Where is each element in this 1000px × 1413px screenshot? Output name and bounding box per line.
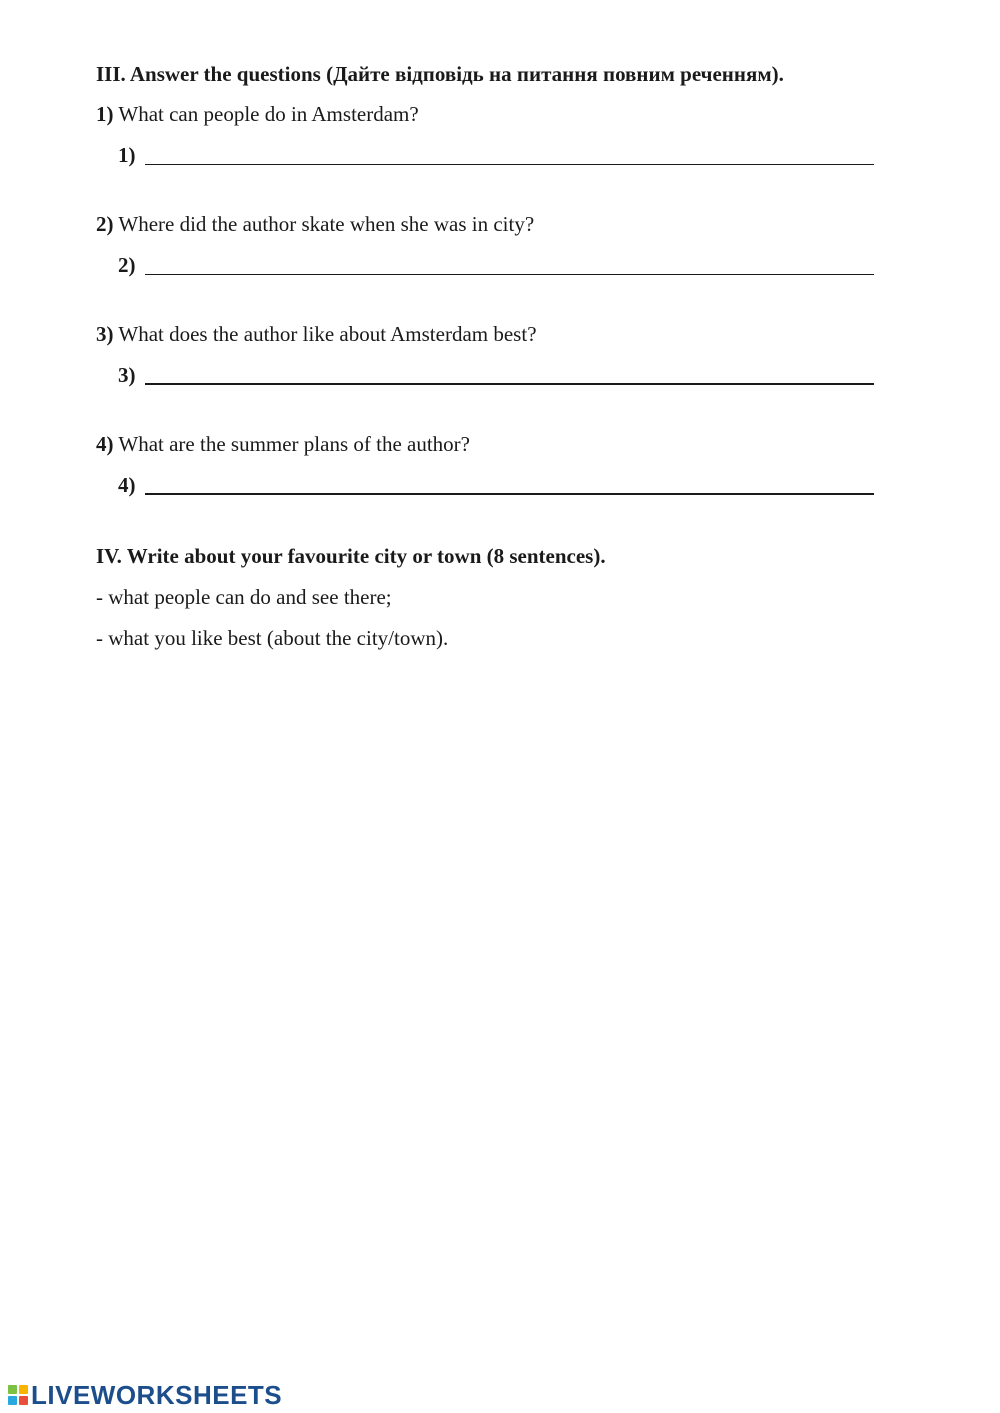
liveworksheets-logo[interactable] — [8, 1381, 282, 1409]
answer-input-4[interactable] — [145, 493, 874, 495]
question-text: Where did the author skate when she was in city? — [118, 212, 535, 236]
answer-row-4 — [118, 472, 874, 498]
question-number: 1) — [96, 102, 114, 126]
brand-name: LIVEWORKSHEETS — [31, 1379, 283, 1410]
question-text: What are the summer plans of the author? — [118, 432, 470, 456]
question-number: 4) — [96, 432, 114, 456]
question-4 — [96, 431, 470, 457]
answer-input-1[interactable] — [145, 164, 874, 165]
section-4-heading: IV. Write about your favourite city or town (8 sentences). — [96, 544, 606, 568]
question-1 — [96, 101, 419, 127]
section-4-bullet-2: - what you like best (about the city/town). — [96, 626, 449, 650]
section-4-bullet-1: - what people can do and see there; — [96, 585, 392, 609]
answer-input-3[interactable] — [145, 383, 874, 385]
answer-input-2[interactable] — [145, 274, 874, 275]
section-3-heading: III. Answer the questions (Дайте відповідь на питання повним реченням). — [96, 62, 784, 86]
answer-number: 3) — [118, 363, 136, 387]
logo-tiles-icon — [8, 1385, 28, 1405]
question-number: 3) — [96, 322, 114, 346]
answer-row-3 — [118, 362, 874, 388]
question-number: 2) — [96, 212, 114, 236]
answer-number: 4) — [118, 473, 136, 497]
answer-number: 1) — [118, 143, 136, 167]
answer-row-2 — [118, 252, 874, 278]
question-text: What can people do in Amsterdam? — [118, 102, 419, 126]
answer-row-1 — [118, 142, 874, 168]
question-text: What does the author like about Amsterdam best? — [118, 322, 537, 346]
question-2 — [96, 211, 534, 237]
answer-number: 2) — [118, 253, 136, 277]
question-3 — [96, 321, 537, 347]
